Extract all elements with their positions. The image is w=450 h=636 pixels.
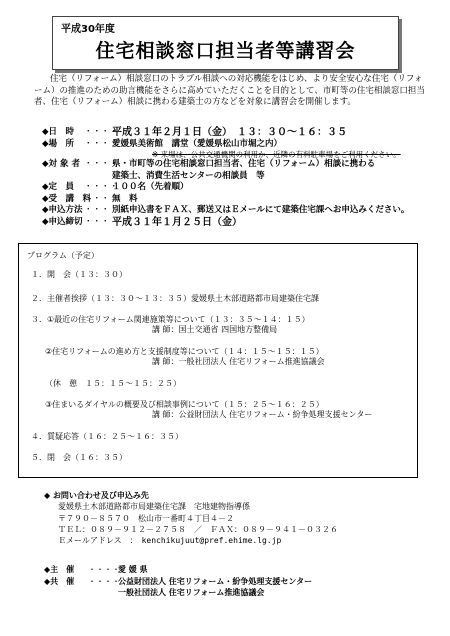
- fee-label: ◆受 講 料: [42, 193, 92, 204]
- event-details: [42, 127, 442, 228]
- fee-sep: ・・・: [84, 193, 110, 204]
- host-value: 愛 媛 県: [118, 565, 148, 574]
- deadline-value: 平成３１年１月２５日（金）: [112, 216, 242, 228]
- date-row: [42, 127, 442, 139]
- contact-section: [44, 490, 338, 546]
- program-box: [18, 243, 418, 478]
- target-row: [42, 159, 442, 171]
- program-speaker: 講 師：国土交通省 四国地方整備局: [152, 325, 278, 334]
- contact-address: 〒７９０－８５７０ 松山市一番町４丁目４－２: [58, 513, 234, 523]
- program-speaker: 講 師：一般社団法人 住宅リフォーム推進協議会: [152, 357, 325, 366]
- cohost-value: 公益財団法人 住宅リフォーム・紛争処理支援センター: [118, 576, 313, 586]
- intro-paragraph: 住宅（リフォーム）相談窓口のトラブル相談への対応機能をはじめ、より安全安心な住宅（リフォーム）の推進のための助言機能をさらに高めていただくことを目的として、市町等の住宅相談窓口担当者、住宅（リフォーム）相談に携わる建築士の方などを対象に講習会を開催します。: [34, 74, 425, 107]
- cohost2-value: 一般社団法人 住宅リフォーム推進協議会: [118, 588, 265, 597]
- program-item: １．開 会（１３：３０）: [31, 270, 127, 279]
- email-label: Ｅメールアドレス ：: [58, 536, 142, 546]
- venue-value: 愛媛県美術館 講堂（愛媛県松山市堀之内）: [112, 138, 283, 149]
- contact-email-row: [44, 535, 338, 546]
- venue-label: ◆場 所: [42, 138, 75, 149]
- venue-row: [42, 139, 442, 151]
- host-label: ◆主 催: [44, 565, 75, 574]
- target-label: ◆対 象 者: [42, 159, 80, 169]
- cohost2-row: [44, 587, 312, 599]
- contact-heading: ◆ お問い合わせ及び申込み先: [44, 491, 149, 500]
- cohost-sep: ・・・・: [88, 576, 120, 586]
- program-speaker: 講 師：公益財団法人 住宅リフォーム・紛争処理支援センター: [152, 410, 373, 419]
- title-banner: [52, 16, 399, 70]
- deadline-row: [42, 217, 442, 229]
- cohost-row: [44, 576, 312, 588]
- date-label: ◆日 時: [42, 127, 75, 137]
- program-item: ２．主催者挨拶（１３：３０～１３：３５）愛媛県土木部道路都市局建築住宅課: [31, 294, 319, 303]
- program-break: （休 憩 １５：１５～１５：２５）: [45, 379, 181, 388]
- program-item: ３．①最近の住宅リフォーム関連施策等について（１３：３５～１４：１５）: [31, 315, 310, 324]
- program-title: プログラム（予定）: [27, 251, 99, 260]
- date-value: 平成３１年２月１日（金） １３：３０～１６：３５: [112, 127, 347, 138]
- venue-note: [42, 150, 442, 159]
- email-link[interactable]: kenchikujuut@pref.ehime.lg.jp: [141, 536, 282, 546]
- venue-sep: ・・・・: [84, 138, 119, 149]
- date-sep: ・・・・: [84, 127, 119, 137]
- deadline-label: ◆申込締切: [42, 216, 83, 227]
- program-item: ４．質疑応答（１６：２５～１６：３５）: [31, 432, 183, 441]
- capacity-row: [42, 182, 442, 194]
- fee-row: [42, 194, 442, 206]
- program-item: ②住宅リフォームの進め方と支援制度等について（１４：１５～１５：１５）: [45, 347, 324, 356]
- program-item: ③住まいるダイヤルの概要及び相談事例について（１５：２５～１６：２５）: [45, 400, 324, 409]
- host-row: [44, 564, 312, 576]
- capacity-sep: ・・・・: [84, 182, 119, 192]
- venue-note-text: ※ 来場は、公共交通機関の利用か、近隣の有料駐車場をご利用ください。: [152, 150, 401, 159]
- target-value: 県・市町等の住宅相談窓口担当者、住宅（リフォーム）相談に携わる: [112, 159, 376, 169]
- footer-section: [44, 564, 312, 599]
- program-item: ５．閉 会（１６：３５）: [31, 453, 127, 462]
- apply-label: ◆申込方法: [42, 205, 83, 215]
- apply-row: [42, 205, 442, 217]
- apply-sep: ・・・: [84, 205, 110, 215]
- target-continuation: 建築士、消費生活センターの相談員 等: [112, 170, 265, 181]
- capacity-value: １００名（先着順）: [112, 182, 189, 192]
- year-label: 平成30年度: [61, 24, 115, 35]
- apply-value: 別紙申込書をＦＡＸ、郵送又はＥメールにて建築住宅課へお申込みください。: [112, 205, 410, 215]
- host-sep: ・・・・: [88, 565, 120, 574]
- contact-org: 愛媛県土木部道路都市局建築住宅課 宅地建物指導係: [58, 502, 250, 512]
- fee-value: 無 料: [112, 193, 138, 204]
- deadline-sep: ・・・: [84, 216, 110, 227]
- contact-phone: ＴＥＬ：０８９－９１２－２７５８ ／ ＦＡＸ：０８９－９４１－０３２６: [58, 524, 338, 534]
- target-sep: ・・・・: [84, 159, 119, 169]
- page-title: 住宅相談窓口担当者等講習会: [95, 40, 356, 62]
- cohost-label: ◆共 催: [44, 576, 75, 586]
- capacity-label: ◆定 員: [42, 182, 75, 192]
